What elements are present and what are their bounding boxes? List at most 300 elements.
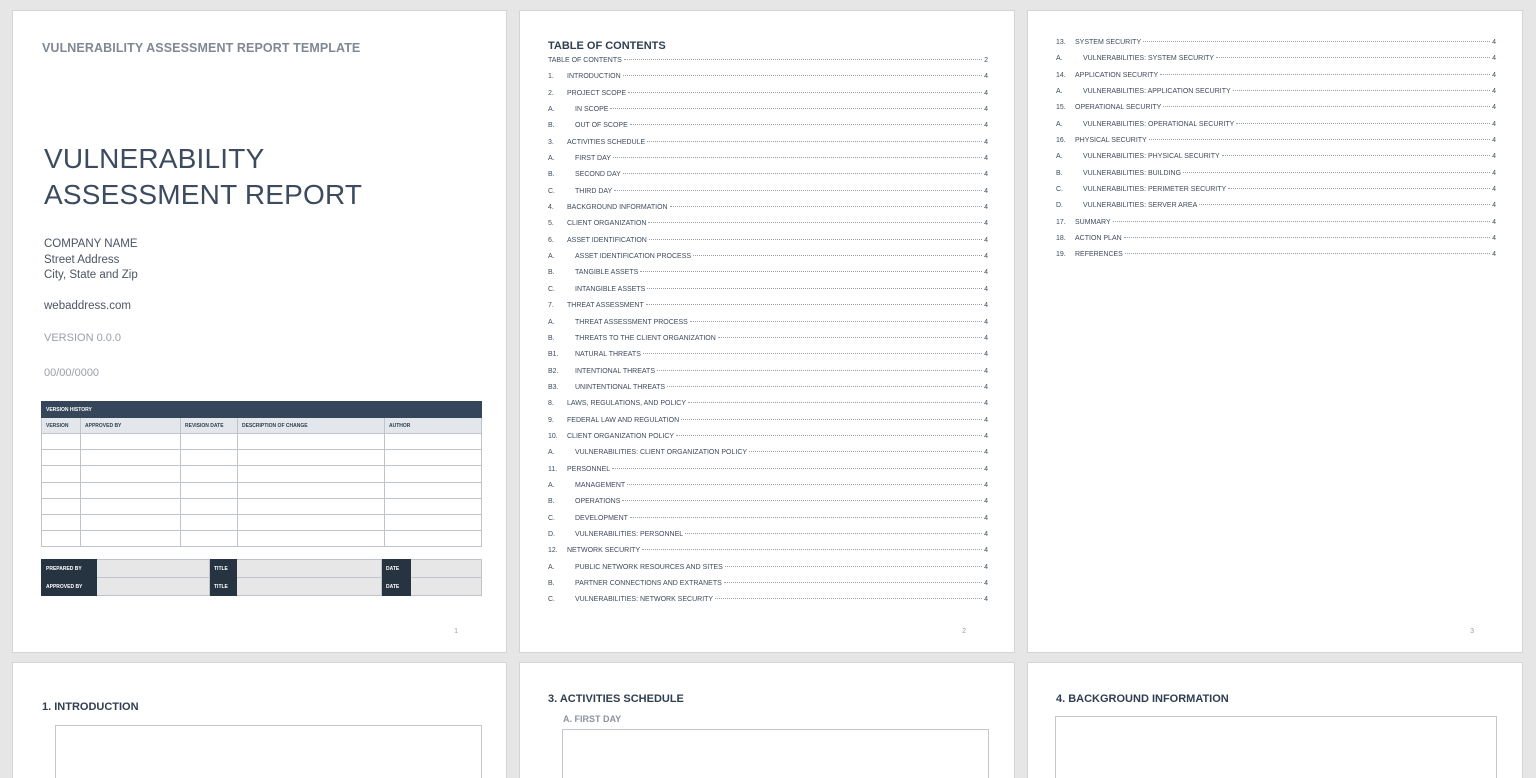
table-row xyxy=(42,498,482,514)
toc-entry[interactable] xyxy=(548,351,988,367)
toc-leader-dots xyxy=(648,222,982,223)
toc-entry-label: TANGIBLE ASSETS xyxy=(575,269,639,277)
table-cell[interactable] xyxy=(385,466,482,482)
toc-entry-label: FIRST DAY xyxy=(575,155,611,163)
toc-leader-dots xyxy=(1160,74,1490,75)
toc-entry-label: INTENTIONAL THREATS xyxy=(575,367,655,375)
toc-list xyxy=(548,57,988,613)
page-1 xyxy=(12,10,507,653)
table-cell[interactable] xyxy=(81,466,181,482)
table-cell[interactable] xyxy=(238,450,385,466)
table-cell[interactable] xyxy=(238,531,385,547)
toc-leader-dots xyxy=(715,598,982,599)
toc-leader-dots xyxy=(627,484,982,485)
table-cell[interactable] xyxy=(81,482,181,498)
date-field[interactable] xyxy=(411,578,482,596)
toc-leader-dots xyxy=(1236,123,1490,124)
toc-entry-page: 4 xyxy=(984,514,988,522)
toc-leader-dots xyxy=(647,141,982,142)
toc-entry[interactable] xyxy=(548,57,988,73)
toc-entry[interactable] xyxy=(548,106,988,122)
table-cell[interactable] xyxy=(238,514,385,530)
toc-entry[interactable] xyxy=(1056,186,1496,202)
toc-entry-page: 4 xyxy=(984,253,988,261)
toc-entry[interactable] xyxy=(548,498,988,514)
title-field[interactable] xyxy=(237,578,382,596)
table-cell[interactable] xyxy=(181,434,238,450)
toc-entry-page: 4 xyxy=(1492,186,1496,194)
toc-entry-page: 4 xyxy=(984,547,988,555)
toc-entry-number: 19. xyxy=(1056,251,1066,259)
table-cell[interactable] xyxy=(81,498,181,514)
title-label: TITLE xyxy=(210,560,237,578)
toc-leader-dots xyxy=(1163,106,1490,107)
table-row xyxy=(42,514,482,530)
toc-entry-label: THREAT ASSESSMENT PROCESS xyxy=(575,318,688,326)
table-cell[interactable] xyxy=(42,482,81,498)
toc-entry[interactable] xyxy=(548,335,988,351)
toc-entry[interactable] xyxy=(1056,219,1496,235)
toc-entry-page: 4 xyxy=(984,138,988,146)
toc-entry-number: D. xyxy=(1056,202,1063,210)
title-field[interactable] xyxy=(237,560,382,578)
toc-entry[interactable] xyxy=(548,302,988,318)
page-3 xyxy=(1027,10,1523,653)
table-cell[interactable] xyxy=(238,466,385,482)
toc-entry-page: 4 xyxy=(984,481,988,489)
toc-entry-label: LAWS, REGULATIONS, AND POLICY xyxy=(567,400,687,408)
toc-entry[interactable] xyxy=(548,433,988,449)
toc-entry[interactable] xyxy=(1056,121,1496,137)
toc-entry-page: 4 xyxy=(984,318,988,326)
table-row xyxy=(42,450,482,466)
toc-entry-label: CLIENT ORGANIZATION xyxy=(567,220,647,228)
toc-entry-page: 4 xyxy=(984,122,988,130)
toc-entry[interactable] xyxy=(548,286,988,302)
toc-entry-page: 4 xyxy=(984,449,988,457)
toc-entry-label: NATURAL THREATS xyxy=(575,351,641,359)
toc-entry[interactable] xyxy=(548,253,988,269)
toc-leader-dots xyxy=(693,255,982,256)
toc-entry-label: OPERATIONAL SECURITY xyxy=(1075,104,1162,112)
toc-entry-number: B2. xyxy=(548,367,559,375)
toc-entry-label: PHYSICAL SECURITY xyxy=(1075,137,1147,145)
toc-entry-number: 4. xyxy=(548,204,554,212)
toc-entry-number: 18. xyxy=(1056,235,1066,243)
toc-entry-page: 4 xyxy=(984,498,988,506)
cover-date: 00/00/0000 xyxy=(44,367,100,379)
toc-entry-label: OUT OF SCOPE xyxy=(575,122,628,130)
toc-entry-label: THREATS TO THE CLIENT ORGANIZATION xyxy=(575,334,716,342)
toc-entry-label: VULNERABILITIES: PERIMETER SECURITY xyxy=(1083,186,1227,194)
table-cell[interactable] xyxy=(238,482,385,498)
toc-leader-dots xyxy=(685,533,982,534)
page-number: 1 xyxy=(454,628,458,635)
toc-entry[interactable] xyxy=(1056,251,1496,267)
toc-entry-label: UNINTENTIONAL THREATS xyxy=(575,383,666,391)
toc-leader-dots xyxy=(670,206,982,207)
toc-entry-page: 4 xyxy=(984,73,988,81)
toc-entry-number: D. xyxy=(548,530,555,538)
page-2 xyxy=(519,10,1015,653)
toc-entry-label: MANAGEMENT xyxy=(575,481,626,489)
toc-entry-number: C. xyxy=(548,514,555,522)
toc-entry[interactable] xyxy=(548,384,988,400)
toc-leader-dots xyxy=(649,239,982,240)
toc-entry[interactable] xyxy=(548,122,988,138)
toc-leader-dots xyxy=(1124,237,1490,238)
toc-entry-number: C. xyxy=(548,187,555,195)
web-address: webaddress.com xyxy=(44,300,131,312)
toc-entry-label: PARTNER CONNECTIONS AND EXTRANETS xyxy=(575,580,722,587)
toc-entry[interactable] xyxy=(1056,104,1496,120)
toc-entry[interactable] xyxy=(548,319,988,335)
toc-entry-page: 4 xyxy=(1492,55,1496,63)
report-title-line-2: ASSESSMENT REPORT xyxy=(44,179,363,210)
toc-entry-page: 4 xyxy=(984,351,988,359)
table-row xyxy=(42,560,482,578)
toc-entry-label: SECOND DAY xyxy=(575,171,621,179)
version-history-title: VERSION HISTORY xyxy=(42,402,482,418)
toc-entry-page: 4 xyxy=(1492,169,1496,177)
toc-entry-label: APPLICATION SECURITY xyxy=(1075,71,1159,79)
toc-entry-label: ASSET IDENTIFICATION xyxy=(567,236,647,244)
table-cell[interactable] xyxy=(385,434,482,450)
page-4 xyxy=(12,662,507,778)
toc-entry-label: BACKGROUND INFORMATION xyxy=(567,204,668,212)
col-author: AUTHOR xyxy=(385,418,482,434)
table-cell[interactable] xyxy=(42,450,81,466)
toc-entry-label: PERSONNEL xyxy=(567,465,611,473)
toc-entry-number: B. xyxy=(548,334,555,342)
toc-entry-number: B1. xyxy=(548,351,559,359)
table-row xyxy=(42,531,482,547)
toc-entry-number: 12. xyxy=(548,547,558,555)
table-cell[interactable] xyxy=(81,450,181,466)
toc-entry[interactable] xyxy=(548,531,988,547)
toc-leader-dots xyxy=(681,419,982,420)
toc-entry-label: FEDERAL LAW AND REGULATION xyxy=(567,416,680,424)
toc-entry-number: A. xyxy=(548,106,555,114)
toc-entry-page: 4 xyxy=(1492,120,1496,128)
table-cell[interactable] xyxy=(81,531,181,547)
toc-title: TABLE OF CONTENTS xyxy=(548,40,666,52)
toc-entry-number: A. xyxy=(1056,120,1063,128)
toc-leader-dots xyxy=(613,157,982,158)
table-cell[interactable] xyxy=(81,514,181,530)
table-cell[interactable] xyxy=(42,498,81,514)
toc-entry-page: 4 xyxy=(984,580,988,587)
toc-entry-page: 4 xyxy=(1492,251,1496,259)
subsection-heading: A. FIRST DAY xyxy=(563,714,622,724)
toc-entry-number: 17. xyxy=(1056,218,1066,226)
toc-entry-label: ASSET IDENTIFICATION PROCESS xyxy=(575,253,692,261)
table-cell[interactable] xyxy=(42,466,81,482)
toc-entry-page: 4 xyxy=(984,155,988,163)
toc-entry-page: 4 xyxy=(984,236,988,244)
toc-entry-page: 4 xyxy=(1492,218,1496,226)
toc-entry-number: 3. xyxy=(548,138,554,146)
toc-entry[interactable] xyxy=(548,237,988,253)
toc-entry-number: B. xyxy=(548,269,555,277)
toc-entry-number: A. xyxy=(548,155,555,163)
toc-entry-label: THIRD DAY xyxy=(575,187,613,195)
toc-leader-dots xyxy=(614,190,982,191)
toc-entry[interactable] xyxy=(548,204,988,220)
toc-entry[interactable] xyxy=(1056,202,1496,218)
template-header: VULNERABILITY ASSESSMENT REPORT TEMPLATE xyxy=(42,41,361,55)
col-version: VERSION xyxy=(42,418,81,434)
toc-entry[interactable] xyxy=(1056,153,1496,169)
toc-leader-dots xyxy=(622,500,982,501)
toc-entry-number: B. xyxy=(548,171,555,179)
toc-entry[interactable] xyxy=(548,368,988,384)
toc-entry-number: 15. xyxy=(1056,104,1066,112)
toc-leader-dots xyxy=(718,337,982,338)
toc-entry[interactable] xyxy=(548,139,988,155)
table-cell[interactable] xyxy=(42,514,81,530)
table-cell[interactable] xyxy=(181,514,238,530)
toc-entry-number: 13. xyxy=(1056,39,1066,46)
approved-by-field[interactable] xyxy=(97,578,210,596)
content-box[interactable] xyxy=(1055,716,1497,778)
toc-entry-page: 4 xyxy=(1492,104,1496,112)
toc-leader-dots xyxy=(1199,204,1490,205)
toc-entry-label: VULNERABILITIES: PERSONNEL xyxy=(575,530,684,538)
toc-entry-number: A. xyxy=(548,318,555,326)
toc-entry[interactable] xyxy=(1056,55,1496,71)
toc-leader-dots xyxy=(624,59,982,60)
toc-entry-page: 4 xyxy=(984,400,988,408)
toc-entry[interactable] xyxy=(548,449,988,465)
table-cell[interactable] xyxy=(42,434,81,450)
toc-entry[interactable] xyxy=(548,155,988,171)
toc-entry[interactable] xyxy=(548,417,988,433)
table-cell[interactable] xyxy=(385,450,482,466)
toc-entry-page: 4 xyxy=(984,204,988,212)
signoff-table xyxy=(41,559,482,596)
toc-entry-page: 4 xyxy=(1492,39,1496,46)
table-cell[interactable] xyxy=(181,482,238,498)
toc-entry-page: 4 xyxy=(984,530,988,538)
toc-entry-label: VULNERABILITIES: NETWORK SECURITY xyxy=(575,596,714,604)
prepared-by-label: PREPARED BY xyxy=(42,560,97,578)
toc-entry-number: A. xyxy=(1056,153,1063,161)
toc-entry-page: 4 xyxy=(984,563,988,571)
toc-entry-label: INTRODUCTION xyxy=(567,73,621,81)
toc-entry-label: ACTIVITIES SCHEDULE xyxy=(567,138,646,146)
toc-entry-page: 4 xyxy=(984,367,988,375)
toc-entry-number: C. xyxy=(548,285,555,293)
toc-leader-dots xyxy=(667,386,982,387)
table-row xyxy=(42,482,482,498)
toc-entry-number: 7. xyxy=(548,302,554,310)
toc-leader-dots xyxy=(1183,172,1490,173)
toc-entry-page: 4 xyxy=(984,302,988,310)
toc-entry-number: C. xyxy=(548,596,555,604)
toc-entry-page: 4 xyxy=(1492,137,1496,145)
section-heading: 4. BACKGROUND INFORMATION xyxy=(1056,693,1229,705)
toc-entry[interactable] xyxy=(548,269,988,285)
toc-entry[interactable] xyxy=(548,171,988,187)
toc-entry[interactable] xyxy=(548,400,988,416)
toc-entry[interactable] xyxy=(548,220,988,236)
toc-entry-page: 4 xyxy=(1492,235,1496,243)
toc-entry-label: OPERATIONS xyxy=(575,498,621,506)
toc-leader-dots xyxy=(640,271,982,272)
toc-entry-number: 16. xyxy=(1056,137,1066,145)
table-cell[interactable] xyxy=(181,466,238,482)
toc-entry[interactable] xyxy=(1056,170,1496,186)
street-address: Street Address xyxy=(44,253,120,266)
toc-entry-number: 1. xyxy=(548,73,554,81)
page-5 xyxy=(519,662,1015,778)
toc-leader-dots xyxy=(1222,155,1490,156)
toc-entry-number: B. xyxy=(548,580,555,587)
toc-entry-label: TABLE OF CONTENTS xyxy=(548,57,622,64)
table-row xyxy=(42,466,482,482)
report-title xyxy=(44,141,362,213)
toc-entry[interactable] xyxy=(1056,137,1496,153)
toc-entry[interactable] xyxy=(1056,88,1496,104)
toc-entry[interactable] xyxy=(548,482,988,498)
toc-list xyxy=(1056,39,1496,268)
toc-entry[interactable] xyxy=(548,547,988,563)
toc-entry[interactable] xyxy=(548,515,988,531)
toc-entry[interactable] xyxy=(548,73,988,89)
toc-entry-page: 4 xyxy=(1492,71,1496,79)
company-name: COMPANY NAME xyxy=(44,238,138,250)
toc-entry-number: A. xyxy=(1056,88,1063,96)
toc-leader-dots xyxy=(643,353,982,354)
content-box[interactable] xyxy=(562,729,989,778)
toc-entry-page: 4 xyxy=(984,89,988,97)
toc-entry[interactable] xyxy=(1056,39,1496,55)
toc-entry-number: B. xyxy=(1056,169,1063,177)
toc-entry-page: 4 xyxy=(984,187,988,195)
toc-entry-label: VULNERABILITIES: SYSTEM SECURITY xyxy=(1083,55,1215,63)
toc-leader-dots xyxy=(647,288,982,289)
table-row xyxy=(42,578,482,596)
table-cell[interactable] xyxy=(385,514,482,530)
report-title-line-1: VULNERABILITY xyxy=(44,143,265,174)
toc-entry-label: VULNERABILITIES: PHYSICAL SECURITY xyxy=(1083,153,1220,161)
toc-entry-label: VULNERABILITIES: APPLICATION SECURITY xyxy=(1083,88,1231,96)
toc-entry-number: B3. xyxy=(548,383,559,391)
table-cell[interactable] xyxy=(42,531,81,547)
table-cell[interactable] xyxy=(81,434,181,450)
toc-leader-dots xyxy=(623,173,982,174)
table-cell[interactable] xyxy=(238,498,385,514)
toc-entry-number: 5. xyxy=(548,220,554,228)
toc-entry-page: 4 xyxy=(1492,153,1496,161)
toc-leader-dots xyxy=(1216,57,1490,58)
toc-leader-dots xyxy=(1233,90,1490,91)
toc-entry[interactable] xyxy=(548,596,988,612)
toc-entry-number: A. xyxy=(1056,55,1063,63)
toc-entry-page: 4 xyxy=(1492,88,1496,96)
table-cell[interactable] xyxy=(385,531,482,547)
toc-entry-number: 2. xyxy=(548,89,554,97)
date-label: DATE xyxy=(382,560,411,578)
toc-entry-page: 4 xyxy=(984,432,988,440)
toc-entry-label: SUMMARY xyxy=(1075,218,1111,226)
toc-entry[interactable] xyxy=(548,188,988,204)
toc-entry-label: VULNERABILITIES: BUILDING xyxy=(1083,169,1182,177)
toc-entry-page: 4 xyxy=(984,416,988,424)
page-6 xyxy=(1027,662,1523,778)
toc-entry-label: REFERENCES xyxy=(1075,251,1123,259)
toc-entry-page: 4 xyxy=(984,383,988,391)
toc-entry-label: CLIENT ORGANIZATION POLICY xyxy=(567,432,675,440)
col-approved-by: APPROVED BY xyxy=(81,418,181,434)
toc-entry-number: A. xyxy=(548,253,555,261)
toc-entry-page: 4 xyxy=(984,465,988,473)
toc-leader-dots xyxy=(623,75,982,76)
table-cell[interactable] xyxy=(385,498,482,514)
toc-leader-dots xyxy=(724,582,982,583)
toc-entry-label: PROJECT SCOPE xyxy=(567,89,626,97)
table-cell[interactable] xyxy=(238,434,385,450)
toc-leader-dots xyxy=(628,92,982,93)
table-cell[interactable] xyxy=(181,498,238,514)
toc-entry-number: 9. xyxy=(548,416,554,424)
toc-leader-dots xyxy=(642,549,982,550)
toc-leader-dots xyxy=(749,451,982,452)
table-cell[interactable] xyxy=(181,531,238,547)
prepared-by-field[interactable] xyxy=(97,560,210,578)
city-state-zip: City, State and Zip xyxy=(44,269,138,281)
page-number: 2 xyxy=(962,628,966,635)
toc-leader-dots xyxy=(1149,139,1490,140)
toc-entry[interactable] xyxy=(548,90,988,106)
toc-entry-page: 4 xyxy=(984,106,988,114)
toc-leader-dots xyxy=(676,435,982,436)
toc-entry-label: VULNERABILITIES: CLIENT ORGANIZATION POLICY xyxy=(575,449,748,457)
toc-entry-number: 8. xyxy=(548,400,554,408)
toc-entry[interactable] xyxy=(1056,235,1496,251)
toc-leader-dots xyxy=(1113,221,1490,222)
title-label: TITLE xyxy=(210,578,237,596)
table-cell[interactable] xyxy=(385,482,482,498)
toc-entry-page: 4 xyxy=(1492,202,1496,210)
section-heading: 1. INTRODUCTION xyxy=(42,701,139,713)
toc-entry-page: 4 xyxy=(984,269,988,277)
section-heading: 3. ACTIVITIES SCHEDULE xyxy=(548,693,684,705)
toc-entry-number: 6. xyxy=(548,236,554,244)
toc-leader-dots xyxy=(1143,41,1490,42)
toc-entry-number: B. xyxy=(548,498,555,506)
toc-entry-label: INTANGIBLE ASSETS xyxy=(575,285,646,293)
company-block xyxy=(44,237,138,284)
table-row xyxy=(42,434,482,450)
date-field[interactable] xyxy=(411,560,482,578)
toc-leader-dots xyxy=(1125,253,1490,254)
version-history-table xyxy=(41,401,482,547)
toc-entry[interactable] xyxy=(1056,72,1496,88)
table-cell[interactable] xyxy=(181,450,238,466)
toc-entry[interactable] xyxy=(548,564,988,580)
toc-leader-dots xyxy=(612,468,982,469)
content-box[interactable] xyxy=(55,725,482,778)
toc-entry-label: VULNERABILITIES: SERVER AREA xyxy=(1083,202,1198,210)
toc-entry-number: 14. xyxy=(1056,71,1066,79)
toc-entry[interactable] xyxy=(548,580,988,596)
toc-entry[interactable] xyxy=(548,466,988,482)
toc-entry-page: 2 xyxy=(984,57,988,64)
toc-entry-page: 4 xyxy=(984,334,988,342)
toc-entry-label: PUBLIC NETWORK RESOURCES AND SITES xyxy=(575,563,723,571)
